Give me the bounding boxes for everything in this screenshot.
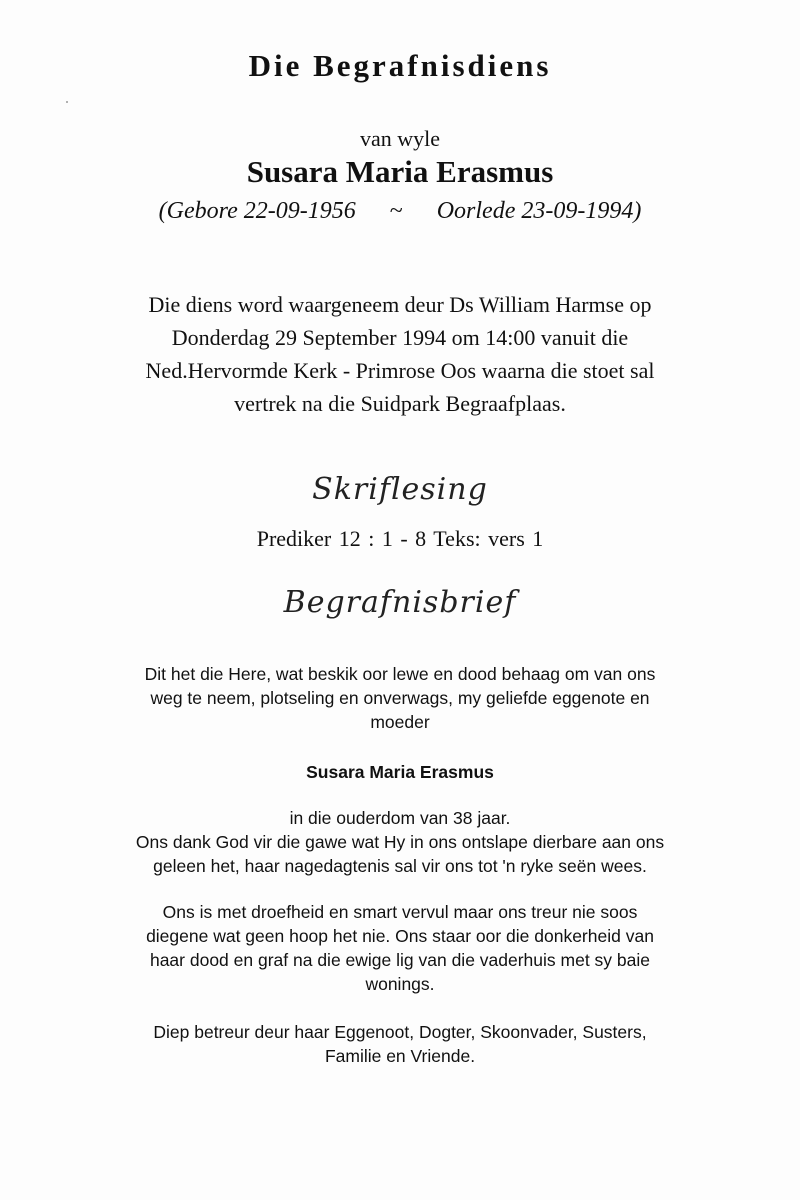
service-line: Donderdag 29 September 1994 om 14:00 vanuit die — [171, 325, 629, 350]
page-speck — [66, 101, 68, 103]
letter-line: moeder — [370, 712, 430, 732]
letter-line: Diep betreur deur haar Eggenoot, Dogter, Skoonvader, Susters, — [153, 1022, 647, 1042]
scripture-heading: Skriflesing — [312, 472, 488, 507]
letter-line: wonings. — [365, 974, 435, 994]
death-date: Oorlede 23-09-1994) — [436, 198, 642, 224]
letter-paragraph-1 — [0, 662, 800, 734]
letter-line: diegene wat geen hoop het nie. Ons staar oor die donkerheid van — [146, 926, 654, 946]
service-details — [0, 288, 800, 420]
deceased-name: Susara Maria Erasmus — [246, 154, 554, 189]
letter-line: in die ouderdom van 38 jaar. — [289, 808, 511, 828]
service-line: Die diens word waargeneem deur Ds William Harmse op — [148, 292, 652, 317]
letter-paragraph-4 — [0, 1020, 800, 1068]
document-title: Die Begrafnisdiens — [248, 48, 552, 83]
letter-line: Ons dank God vir die gawe wat Hy in ons ontslape dierbare aan ons — [135, 832, 665, 852]
letter-line: Ons is met droefheid en smart vervul maar ons treur nie soos — [162, 902, 638, 922]
letter-paragraph-3 — [0, 900, 800, 996]
letter-line: haar dood en graf na die ewige lig van die vaderhuis met sy baie — [149, 950, 651, 970]
service-line: vertrek na die Suidpark Begraafplaas. — [234, 391, 566, 416]
letter-heading: Begrafnisbrief — [283, 585, 517, 620]
birth-date: (Gebore 22-09-1956 — [158, 198, 356, 224]
scripture-reference: Prediker 12 : 1 - 8 Teks: vers 1 — [256, 526, 544, 551]
service-line: Ned.Hervormde Kerk - Primrose Oos waarna die stoet sal — [145, 358, 655, 383]
subtitle: van wyle — [359, 126, 441, 151]
letter-deceased-name: Susara Maria Erasmus — [306, 762, 494, 782]
letter-line: geleen het, haar nagedagtenis sal vir ons tot 'n ryke seën wees. — [153, 856, 647, 876]
letter-line: Familie en Vriende. — [324, 1046, 476, 1066]
letter-line: Dit het die Here, wat beskik oor lewe en dood behaag om van ons — [144, 664, 656, 684]
date-separator: ~ — [389, 198, 403, 224]
letter-line: weg te neem, plotseling en onverwags, my geliefde eggenote en — [150, 688, 650, 708]
letter-paragraph-2 — [0, 806, 800, 878]
life-dates — [0, 198, 800, 225]
